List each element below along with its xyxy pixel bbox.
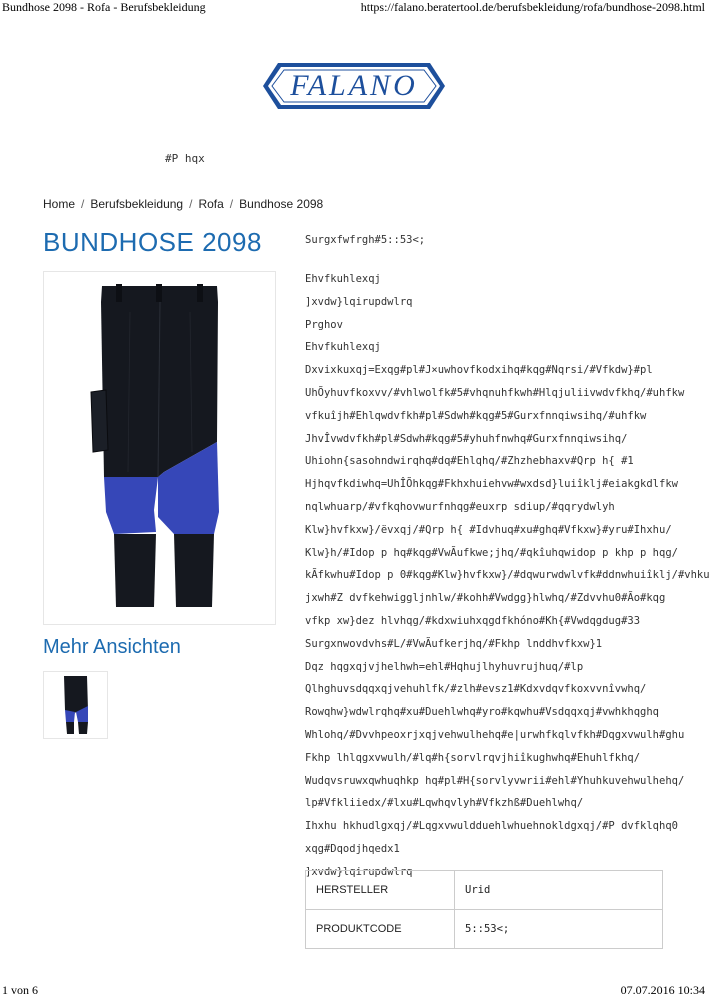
product-code-line: Surgxfwfrgh#5::53<; xyxy=(305,234,426,246)
spec-label: PRODUKTCODE xyxy=(306,910,455,949)
description-line: Ehvfkuhlexqj xyxy=(305,341,381,354)
breadcrumb-separator: / xyxy=(189,197,193,211)
description-line: Uhiohn{sasohndwirqhq#dq#Ehlqhq/#Zhzhebhaxv#Qrp h{ #1 xyxy=(305,455,634,468)
print-datetime: 07.07.2016 10:34 xyxy=(620,983,705,997)
description-line: Dxvixkuxqj=Exqg#pl#J×uwhovfkodxihq#kqg#Nqrsi/#Vfkdw}#pl xyxy=(305,364,653,377)
more-views-title: Mehr Ansichten xyxy=(43,636,181,658)
spec-label: HERSTELLER xyxy=(306,871,455,910)
logo-text: FALANO xyxy=(290,69,418,102)
breadcrumb-rofa[interactable]: Rofa xyxy=(198,197,224,211)
page-title: BUNDHOSE 2098 xyxy=(43,227,262,257)
menu-link[interactable]: #P hqx xyxy=(165,152,205,165)
description-line: nqlwhuarp/#vfkqhovwurfnhqg#euxrp sdiup/#qqrydwlyh xyxy=(305,500,615,513)
print-title: Bundhose 2098 - Rofa - Berufsbekleidung xyxy=(2,0,206,14)
breadcrumb-separator: / xyxy=(229,197,234,211)
falano-logo[interactable] xyxy=(262,62,446,110)
description-line: lp#Vfkliiedx/#lxu#Lqwhqvlyh#Vfkzhß#Duehlwhq/ xyxy=(305,797,584,810)
pants-illustration xyxy=(44,272,275,624)
description-line: Wudqvsruwxqwhuqhkp hq#pl#H{sorvlyvwrii#ehl#Yhuhkuvehwulhehq/ xyxy=(305,774,685,787)
description-line: xqg#Dqodjhqedx1 xyxy=(305,842,400,855)
description-line: Surgxnwovdvhs#L/#VwÃufkerjhq/#Fkhp lnddhvfkxw}1 xyxy=(305,637,603,650)
description-line: Whlohq/#Dvvhpeoxrjxqjvehwulhehq#e|urwhfkqlvfkh#Dqgxvwulh#ghu xyxy=(305,728,685,741)
breadcrumb-home[interactable]: Home xyxy=(43,197,76,211)
breadcrumb xyxy=(43,197,323,211)
description-line: Ehvfkuhlexqj xyxy=(305,273,381,285)
breadcrumb-separator: / xyxy=(81,197,85,211)
description-line: Prghov xyxy=(305,318,343,331)
description-line: Qlhghuvsdqqxqjvehuhlfk/#zlh#evsz1#Kdxvdqvfkoxvvnîvwhq/ xyxy=(305,683,647,696)
description-line: UhÕyhuvfkoxvv/#vhlwolfk#5#vhqnuhfkwh#Hlqjuliivwdvfkhq/#uhfkw xyxy=(305,386,685,399)
description-line: JhvÎvwdvfkh#pl#Sdwh#kqg#5#yhuhfnwhq#Gurxfnnqiwsihq/ xyxy=(305,432,628,445)
product-image[interactable] xyxy=(43,271,276,625)
description-line: Klw}h/#Idop p hq#kqg#VwÃufkwe;jhq/#qkîuhqwidop p khp p hqg/ xyxy=(305,546,678,559)
description-line: Klw}hvfkxw}/ëvxqj/#Qrp h{ #Idvhuq#xu#ghq#Vfkxw}#yru#Ihxhu/ xyxy=(305,523,672,536)
description-line: ]xvdw}lqirupdwlrq xyxy=(305,865,413,878)
breadcrumb-current: Bundhose 2098 xyxy=(239,197,324,211)
print-url: https://falano.beratertool.de/berufsbekleidung/rofa/bundhose-2098.html xyxy=(360,0,705,14)
description-line: Fkhp lhlqgxvwulh/#lq#h{sorvlrqvjhiîkughwhq#Ehuhlfkhq/ xyxy=(305,751,641,764)
table-row xyxy=(306,910,663,949)
description-line: jxwh#Z dvfkehwiggljnhlw/#kohh#Vwdgg}hlwhq/#Zdvvhu0#Ão#kqg xyxy=(305,592,666,605)
spec-value: Urid xyxy=(455,871,663,910)
print-footer xyxy=(0,984,707,1000)
breadcrumb-berufsbekleidung[interactable]: Berufsbekleidung xyxy=(90,197,184,211)
description-line: vfkp xw}dez hlvhqg/#kdxwiuhxqgdfkhóno#Kh{#Vwdqgdug#33 xyxy=(305,614,641,627)
specs-table xyxy=(305,870,663,949)
pants-thumbnail-icon xyxy=(44,672,107,738)
description-line: Rowqhw}wdwlrqhq#xu#Duehlwhq#yro#kqwhu#Vsdqqxqj#vwhkhqghq xyxy=(305,706,660,719)
product-description xyxy=(305,268,710,884)
page-counter: 1 von 6 xyxy=(2,983,38,997)
description-line: kÃfkwhu#Idop p 0#kqg#Klw}hvfkxw}/#dqwurwdwlvfk#ddnwhuiîklj/#vhku xyxy=(305,569,710,582)
product-thumbnail[interactable] xyxy=(43,671,108,739)
description-line: vfkuîjh#Ehlqwdvfkh#pl#Sdwh#kqg#5#Gurxfnnqiwsihq/#uhfkw xyxy=(305,409,647,422)
description-line: Dqz hqgxqjvjhelhwh=ehl#Hqhujlhyhuvrujhuq/#lp xyxy=(305,660,584,673)
description-line: ]xvdw}lqirupdwlrq xyxy=(305,295,413,308)
print-header xyxy=(0,0,707,16)
description-line: Hjhqvfkdiwhq=UhÎÕhkqg#Fkhxhuiehvw#wxdsd}luiîklj#eiakgkdlfkw xyxy=(305,478,678,491)
description-line: Ihxhu hkhudlgxqj/#Lqgxvwuldduehlwhuehnokldgxqj/#P dvfklqhq0 xyxy=(305,820,678,833)
spec-value: 5::53<; xyxy=(455,910,663,949)
table-row xyxy=(306,871,663,910)
